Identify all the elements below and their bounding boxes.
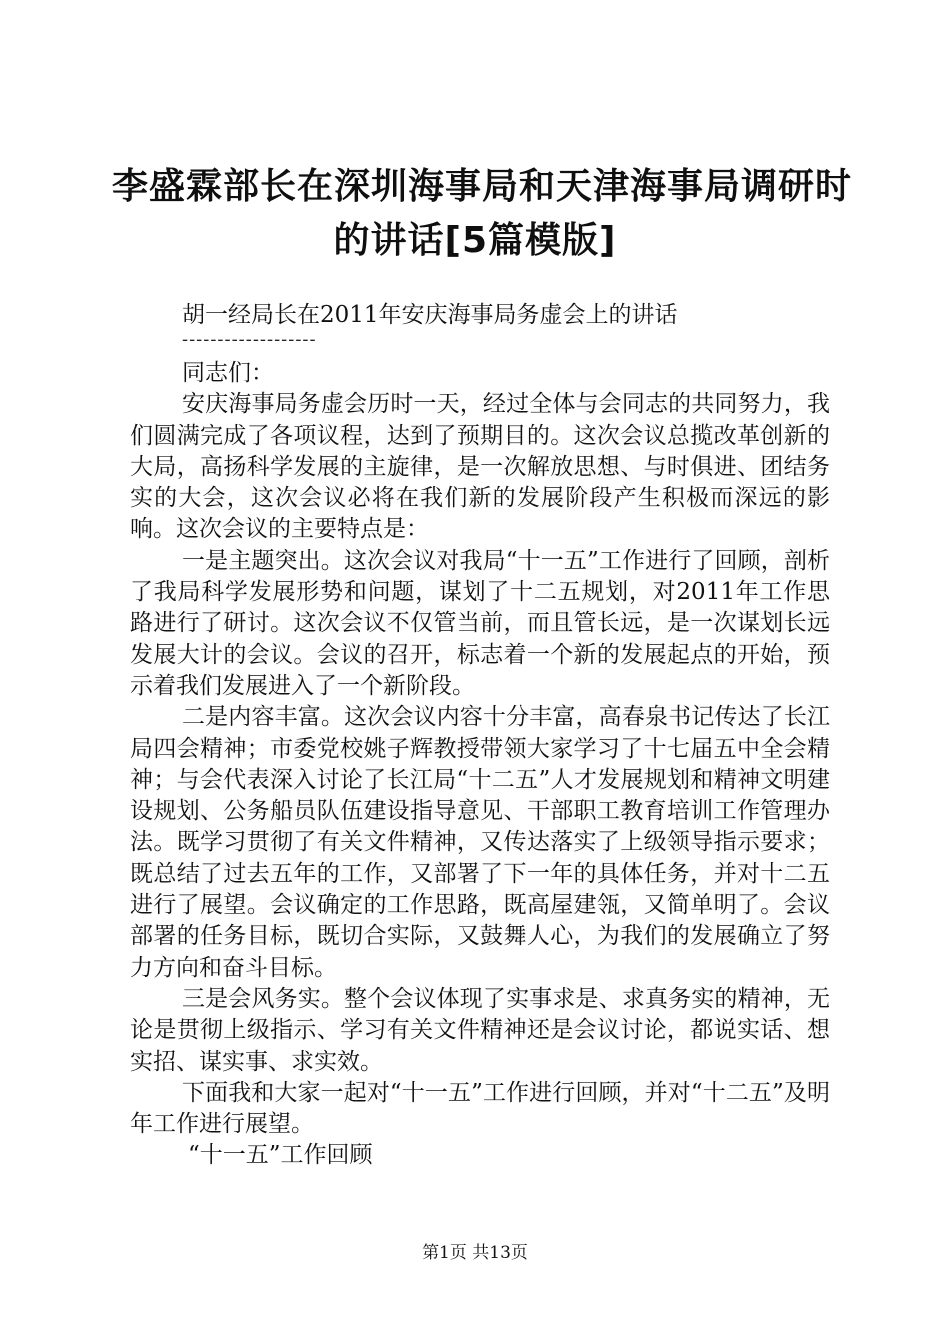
body-paragraph: 二是内容丰富。这次会议内容十分丰富，高春泉书记传达了长江局四会精神；市委党校姚子辉教授带领大家学习了十七届五中全会精神；与会代表深入讨论了长江局“十二五”人才发展规划和精神文明建设规划、公务船员队伍建设指导意见、干部职工教育培训工作管理办法。既学习贯彻了有关文件精神，又传达落实了上级领导指示要求；既总结了过去五年的工作，又部署了下一年的具体任务，并对十二五进行了展望。会议确定的工作思路，既高屋建瓴，又简单明了。会议部署的任务目标，既切合实际，又鼓舞人心，为我们的发展确立了努力方向和奋斗目标。 [130, 704, 830, 981]
document-title [112, 160, 853, 268]
title-line-2: 的讲话[5篇模版] [333, 220, 617, 261]
page-footer: 第1页 共13页 [422, 1243, 528, 1263]
document-body [130, 358, 830, 1172]
body-paragraph: 下面我和大家一起对“十一五”工作进行回顾，并对“十二五”及明年工作进行展望。 [130, 1079, 830, 1138]
title-line-1: 李盛霖部长在深圳海事局和天津海事局调研时 [112, 166, 853, 207]
section-heading: “十一五”工作回顾 [188, 1142, 373, 1169]
salutation: 同志们： [182, 360, 274, 386]
body-paragraph: 安庆海事局务虚会历时一天，经过全体与会同志的共同努力，我们圆满完成了各项议程，达到了预期目的。这次会议总揽改革创新的大局，高扬科学发展的主旋律，是一次解放思想、与时俱进、团结务实的大会，这次会议必将在我们新的发展阶段产生积极而深远的影响。这次会议的主要特点是： [130, 391, 830, 543]
body-paragraph: 一是主题突出。这次会议对我局“十一五”工作进行了回顾，剖析了我局科学发展形势和问题，谋划了十二五规划，对2011年工作思路进行了研讨。这次会议不仅管当前，而且管长远，是一次谋划长远发展大计的会议。会议的召开，标志着一个新的发展起点的开始，预示着我们发展进入了一个新阶段。 [130, 547, 830, 699]
body-paragraph: 三是会风务实。整个会议体现了实事求是、求真务实的精神，无论是贯彻上级指示、学习有关文件精神还是会议讨论，都说实话、想实招、谋实事、求实效。 [130, 985, 830, 1075]
speech-subtitle: 胡一经局长在2011年安庆海事局务虚会上的讲话 [182, 302, 678, 328]
separator-line: ------------------- [182, 329, 317, 350]
